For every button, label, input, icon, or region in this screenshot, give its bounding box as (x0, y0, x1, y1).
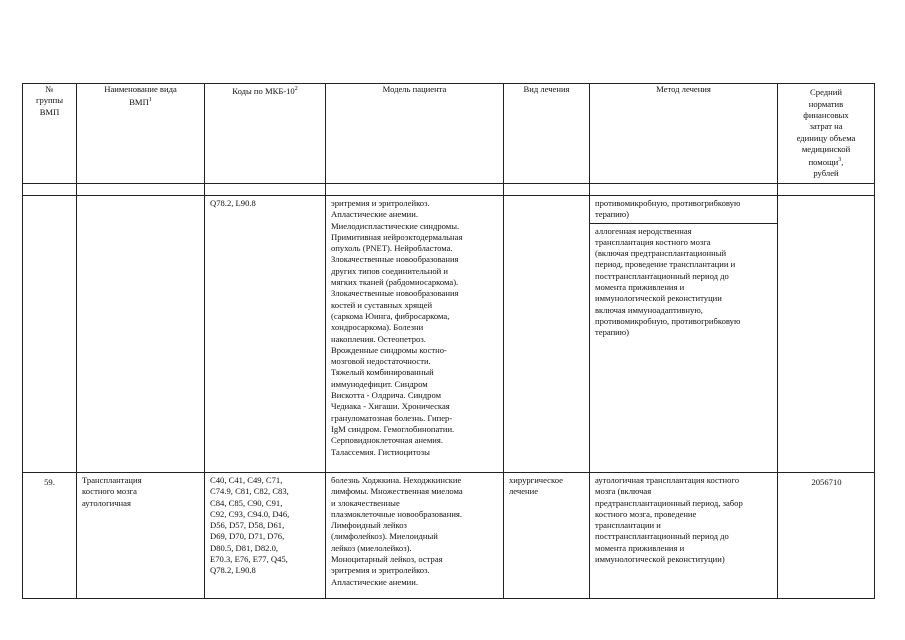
header-vmp-name: Наименование вида ВМП$^1$ (77, 84, 205, 184)
header-treatment-type: Вид лечения (504, 84, 590, 184)
icd-codes-cell: Q78.2, L90.8 (205, 196, 326, 473)
header-spacer-row (23, 184, 875, 196)
header-average-cost: Средний норматив финансовых затрат на единицу объема медицинской помощи$^3$, рублей (778, 84, 875, 184)
treatment-method-allogeneic: аллогенная неродственная трансплантация костного мозга (включая предтрансплантационный период, проведение трансплантации и посттрансплантационный период до момента приживления и иммунологической реконституции включая иммуноадаптивную, противомикробную, противогрибковую терапию) (595, 225, 741, 338)
icd-codes-cell: C40, C41, C49, C71, C74.9, C81, C82, C83, C84, C85, C90, C91, C92, C93, C94.0, D46, D56, D57, D58, D61, D69, D70, D71, D76, D80.5, D81, D82.0, E70.3, E76, E77, Q45, Q78.2, L90.8 (205, 473, 326, 599)
vmp-name-cell (77, 196, 205, 473)
vmp-table (22, 83, 875, 599)
header-icd-codes: Коды по МКБ-$10^2$ (205, 84, 326, 184)
treatment-type-cell: хирургическое лечение (504, 473, 590, 599)
table-row (23, 196, 875, 473)
header-patient-model: Модель пациента (326, 84, 504, 184)
patient-model-cell: болезнь Ходжкина. Неходжкинские лимфомы. Множественная миелома и злокачественные плазмоклеточные новообразования. Лимфоидный лейкоз (лимфолейкоз). Миелоидный лейкоз (миелолейкоз). Моноцитарный лейкоз, острая эритремия и эритролейкоз. Апластические анемии. (326, 473, 504, 599)
patient-model-cell: эритремия и эритролейкоз. Апластические анемии. Миелодиспластические синдромы. Примитивная нейроэктодермальная опухоль (PNET). Нейробластома. Злокачественные новообразования других типов соединительной и мягких тканей (рабдомиосаркома). Злокачественные новообразования костей и суставных хрящей (саркома Юинга, фибросаркома, хондросаркома). Болезни накопления. Остеопетроз. Врожденные синдромы костно- мозговой недостаточности. Тяжелый комбинированный иммунодефицит. Синдром Вискотта - Олдрича. Синдром Чедиака - Хигаши. Хроническая грануломатозная болезнь. Гипер- IgM синдром. Гемоглобинопатии. Серповидноклеточная анемия. Талассемия. Гистиоцитозы (326, 196, 504, 473)
header-group-number: № группы ВМП (23, 84, 77, 184)
table-row (23, 473, 875, 599)
treatment-type-cell (504, 196, 590, 473)
header-treatment-method: Метод лечения (590, 84, 778, 184)
group-number-cell (23, 196, 77, 473)
treatment-method-cell: аутологичная трансплантация костного мозга (включая предтрансплантационный период, забор костного мозга, проведение трансплантации и посттрансплантационный период до момента приживления и иммунологической реконституции) (590, 473, 778, 599)
group-number-cell: 59. (23, 473, 77, 599)
average-cost-cell: 2056710 (778, 473, 875, 599)
treatment-method-cell (590, 196, 778, 473)
header-row (23, 84, 875, 184)
treatment-method-continued: противомикробную, противогрибковую терапию) (590, 196, 777, 224)
vmp-name-cell: Трансплантация костного мозга аутологичная (77, 473, 205, 599)
average-cost-cell (778, 196, 875, 473)
